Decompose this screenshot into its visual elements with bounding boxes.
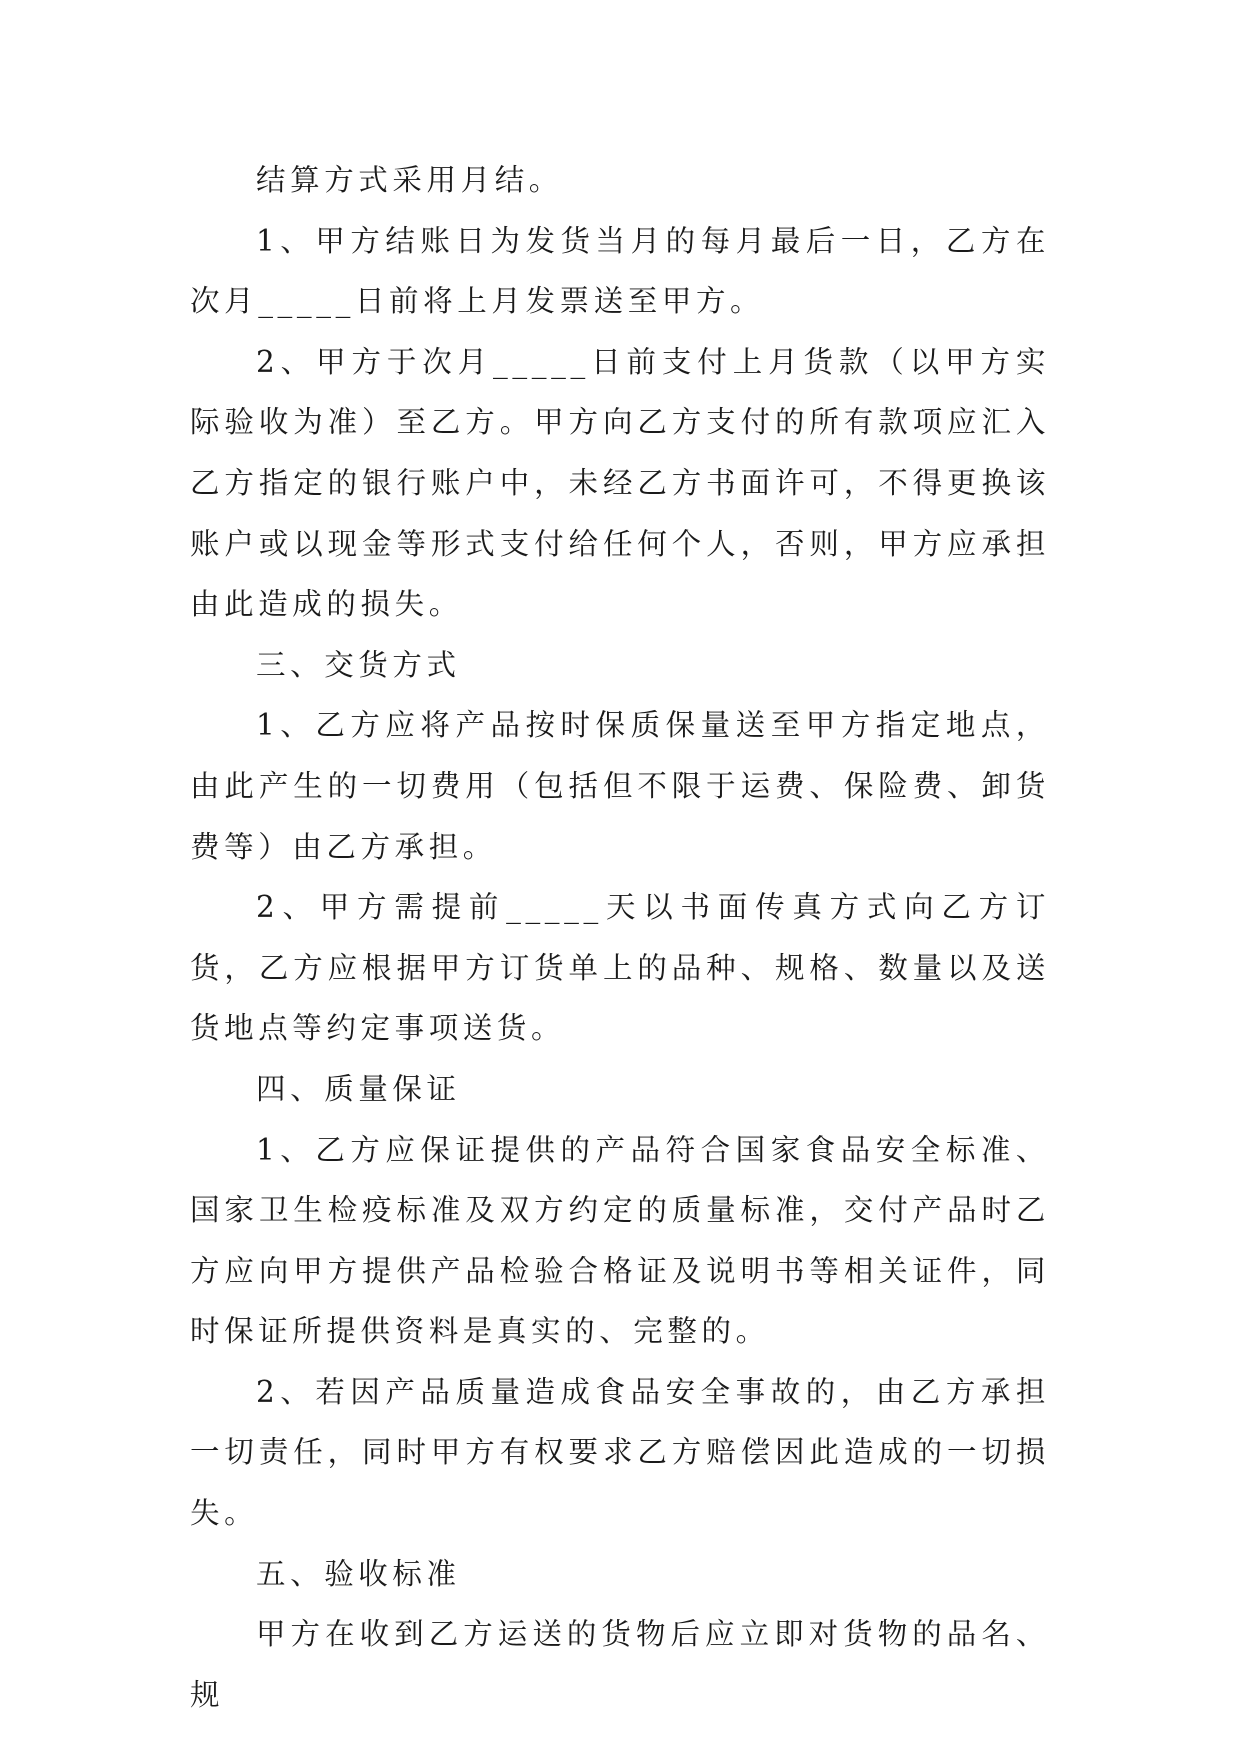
paragraph-quality-standards: 1、乙方应保证提供的产品符合国家食品安全标准、国家卫生检疫标准及双方约定的质量标准，交付产品时乙方应向甲方提供产品检验合格证及说明书等相关证件，同时保证所提供资料是真实的、完整的。 [190, 1132, 1050, 1349]
document-page [190, 150, 1050, 1725]
paragraph-acceptance-inspection: 甲方在收到乙方运送的货物后应立即对货物的品名、规 [190, 1617, 1050, 1712]
paragraph-quality-liability: 2、若因产品质量造成食品安全事故的，由乙方承担一切责任，同时甲方有权要求乙方赔偿因此造成的一切损失。 [190, 1374, 1050, 1531]
paragraph-delivery-costs: 1、乙方应将产品按时保质保量送至甲方指定地点，由此产生的一切费用（包括但不限于运费、保险费、卸货费等）由乙方承担。 [190, 708, 1050, 864]
section-heading-delivery: 三、交货方式 [256, 647, 461, 682]
paragraph-payment-terms: 2、甲方于次月_____日前支付上月货款（以甲方实际验收为准）至乙方。甲方向乙方支付的所有款项应汇入乙方指定的银行账户中，未经乙方书面许可，不得更换该账户或以现金等形式支付给任何个人，否则，甲方应承担由此造成的损失。 [190, 344, 1050, 622]
section-heading-acceptance: 五、验收标准 [256, 1556, 461, 1591]
paragraph-settlement-method: 结算方式采用月结。 [256, 163, 563, 197]
paragraph-invoice-date: 1、甲方结账日为发货当月的每月最后一日，乙方在次月_____日前将上月发票送至甲方。 [190, 223, 1050, 319]
section-heading-quality: 四、质量保证 [256, 1071, 461, 1106]
paragraph-ordering: 2、甲方需提前_____天以书面传真方式向乙方订货，乙方应根据甲方订货单上的品种、规格、数量以及送货地点等约定事项送货。 [190, 890, 1050, 1046]
